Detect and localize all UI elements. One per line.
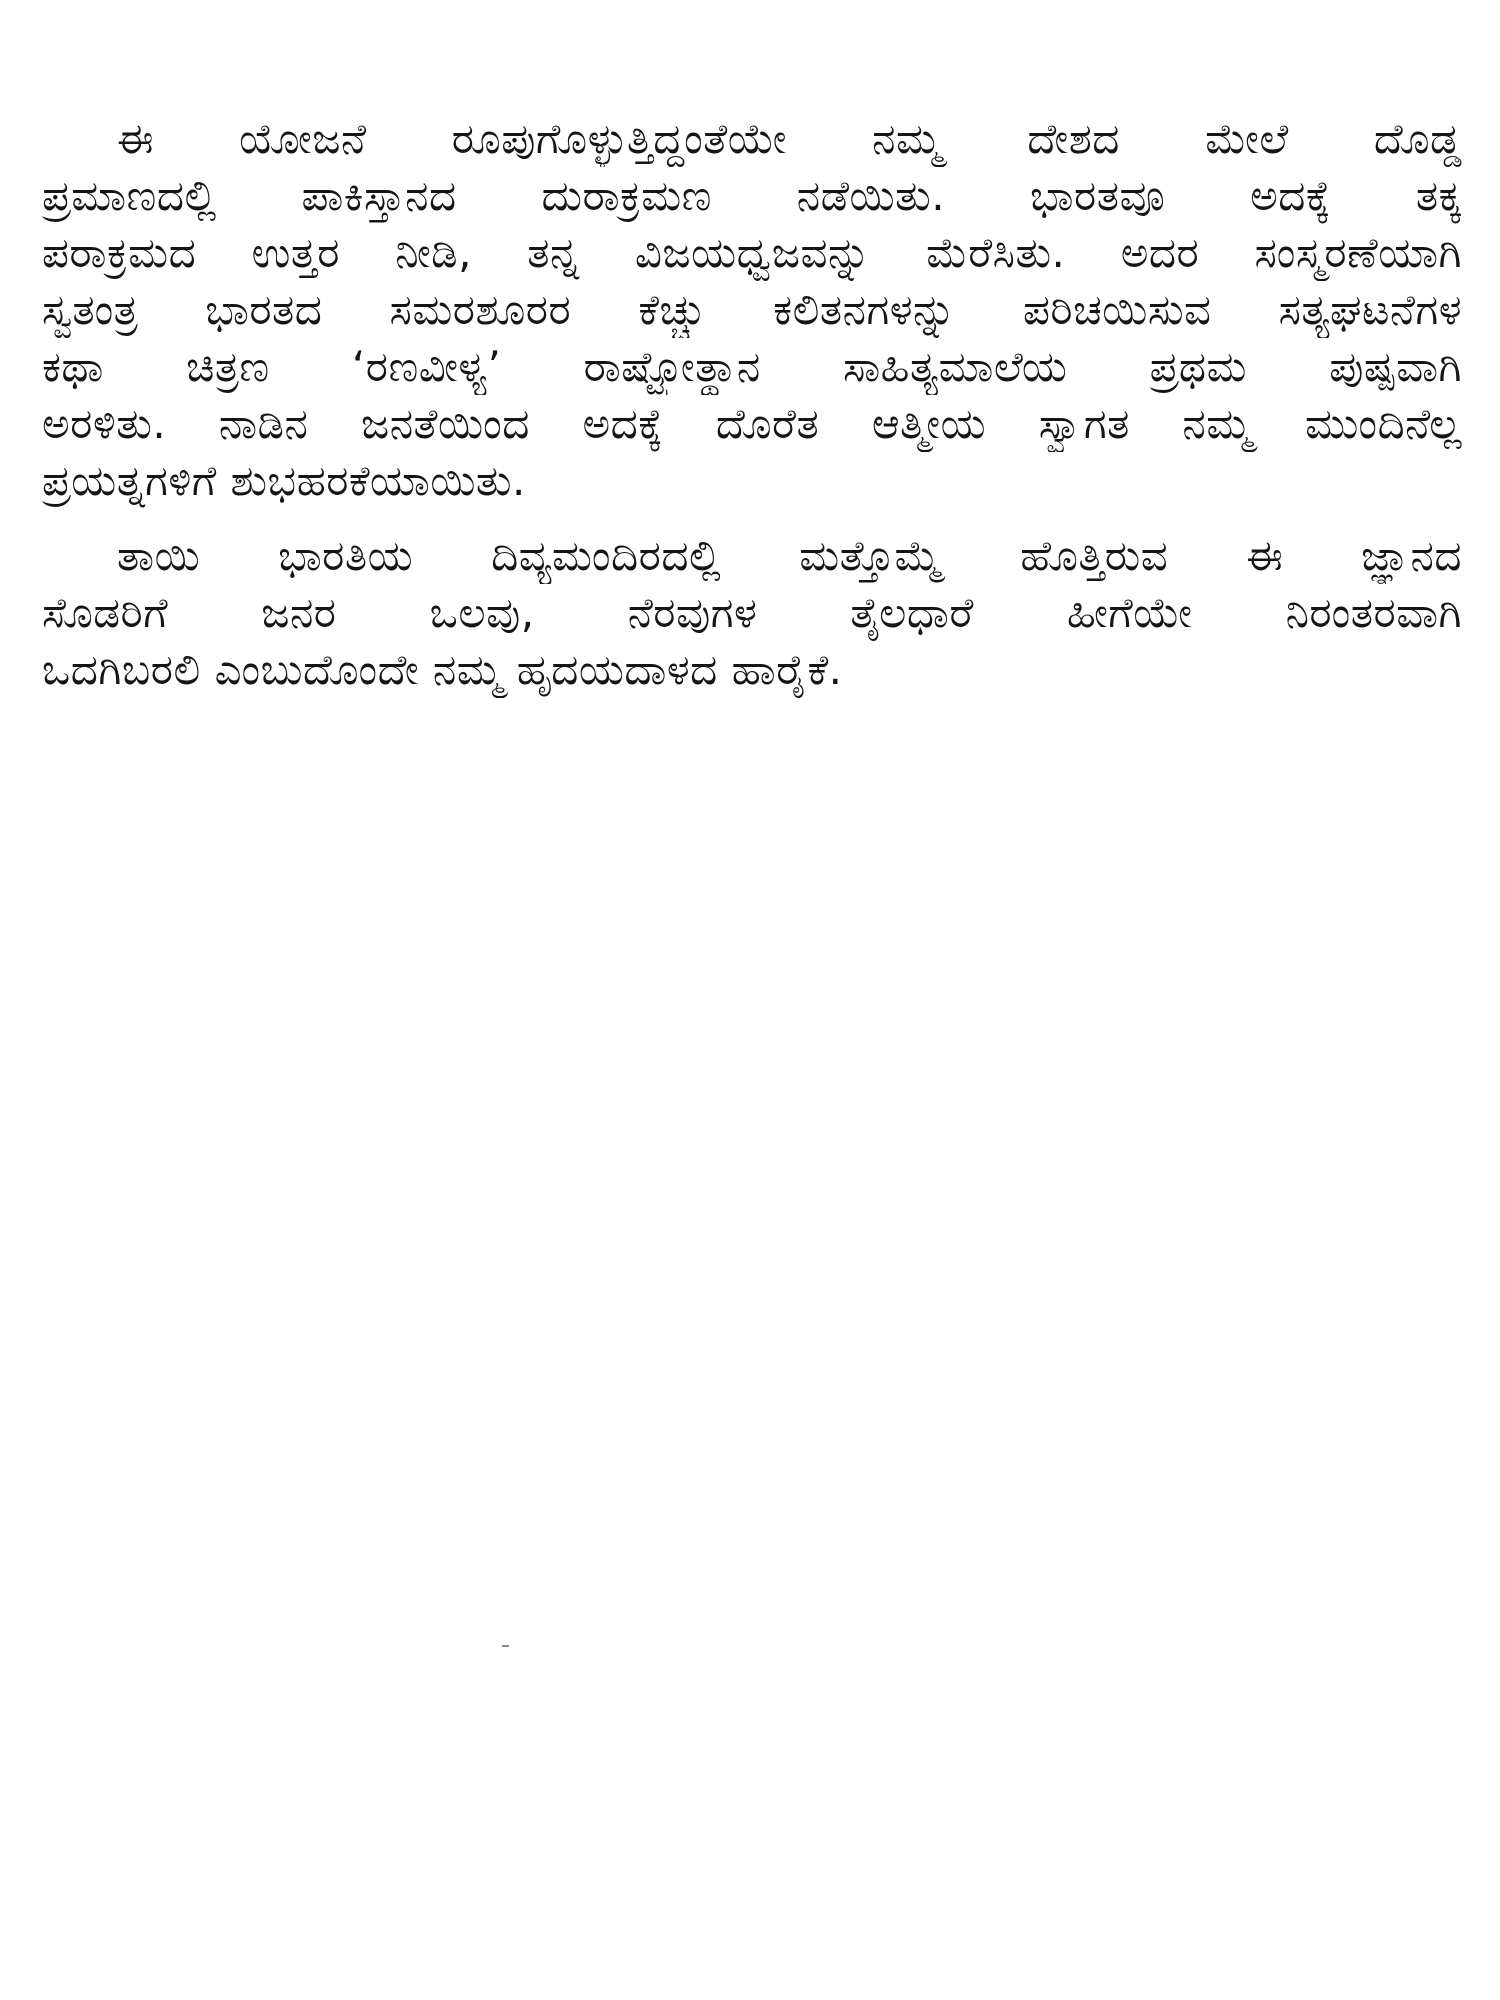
paragraph-1 xyxy=(42,110,1462,509)
paragraph-1-line-2: ಪ್ರಮಾಣದಲ್ಲಿ ಪಾಕಿಸ್ತಾನದ ದುರಾಕ್ರಮಣ ನಡೆಯಿತು. ಭಾರತವೂ ಅದಕ್ಕೆ ತಕ್ಕ xyxy=(42,171,1462,220)
paragraph-1-line-1: ಈ ಯೋಜನೆ ರೂಪುಗೊಳ್ಳುತ್ತಿದ್ದಂತೆಯೇ ನಮ್ಮ ದೇಶದ ಮೇಲೆ ದೊಡ್ಡ xyxy=(117,114,1462,163)
paragraph-1-line-4: ಸ್ವತಂತ್ರ ಭಾರತದ ಸಮರಶೂರರ ಕೆಚ್ಚು ಕಲಿತನಗಳನ್ನು ಪರಿಚಯಿಸುವ ಸತ್ಯಘಟನೆಗಳ xyxy=(42,285,1462,334)
paragraph-1-line-6: ಅರಳಿತು. ನಾಡಿನ ಜನತೆಯಿಂದ ಅದಕ್ಕೆ ದೊರೆತ ಆತ್ಮೀಯ ಸ್ವಾಗತ ನಮ್ಮ ಮುಂದಿನೆಲ್ಲ xyxy=(42,399,1462,448)
paragraph-2-line-3: ಒದಗಿಬರಲಿ ಎಂಬುದೊಂದೇ ನಮ್ಮ ಹೃದಯದಾಳದ ಹಾರೈಕೆ. xyxy=(42,645,843,694)
paragraph-1-line-3: ಪರಾಕ್ರಮದ ಉತ್ತರ ನೀಡಿ, ತನ್ನ ವಿಜಯಧ್ವಜವನ್ನು ಮೆರೆಸಿತು. ಅದರ ಸಂಸ್ಮರಣೆಯಾಗಿ xyxy=(42,228,1462,277)
paragraph-1-line-7: ಪ್ರಯತ್ನಗಳಿಗೆ ಶುಭಹರಕೆಯಾಯಿತು. xyxy=(42,456,526,505)
paragraph-1-line-5: ಕಥಾ ಚಿತ್ರಣ ‘ರಣವೀಳ್ಯ’ ರಾಷ್ಟ್ರೋತ್ಥಾನ ಸಾಹಿತ್ಯಮಾಲೆಯ ಪ್ರಥಮ ಪುಷ್ಪವಾಗಿ xyxy=(42,342,1462,391)
body-text xyxy=(42,110,1462,698)
paragraph-2-line-2: ಸೊಡರಿಗೆ ಜನರ ಒಲವು, ನೆರವುಗಳ ತೈಲಧಾರೆ ಹೀಗೆಯೇ ನಿರಂತರವಾಗಿ xyxy=(42,588,1462,637)
paragraph-2-line-1: ತಾಯಿ ಭಾರತಿಯ ದಿವ್ಯಮಂದಿರದಲ್ಲಿ ಮತ್ತೊಮ್ಮೆ ಹೊತ್ತಿರುವ ಈ ಜ್ಞಾನದ xyxy=(117,531,1462,580)
paragraph-2 xyxy=(42,527,1462,698)
paragraph-spacer xyxy=(42,509,1462,527)
scan-speck xyxy=(502,1645,509,1647)
